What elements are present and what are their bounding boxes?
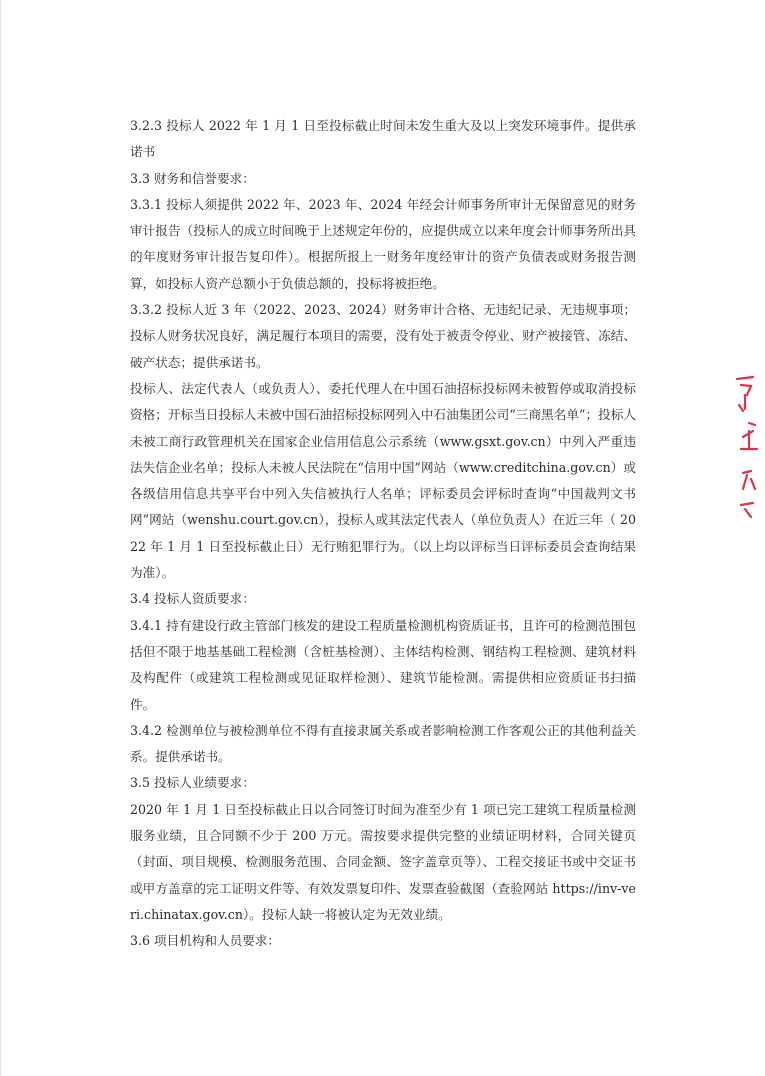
paragraph-3-4-2: 3.4.2 检测单位与被检测单位不得有直接隶属关系或者影响检测工作客观公正的其他利益关系。提供承诺书。 <box>130 722 636 765</box>
heading-3-6: 3.6 项目机构和人员要求： <box>130 933 280 949</box>
document-body <box>130 113 636 955</box>
paragraph-3-3-1: 3.3.1 投标人须提供 2022 年、2023 年、2024 年经会计师事务所审计无保留意见的财务审计报告（投标人的成立时间晚于上述规定年份的，应提供成立以来年度会计师事务所出具的年度财务审计报告复印件）。根据所报上一财务年度经审计的资产负债表或财务报告测算，如投标人资产总额小于负债总额的，投标将被拒绝。 <box>130 196 636 291</box>
seal-stamp-fragment <box>729 365 759 525</box>
paragraph-performance: 2020 年 1 月 1 日至投标截止日以合同签订时间为准至少有 1 项已完工建筑工程质量检测服务业绩，且合同额不少于 200 万元。需按要求提供完整的业绩证明材料，合同关键页（封面、项目规模、检测服务范围、合同金额、签字盖章页等）、工程交接证书或中交证书或甲方盖章的完工证明文件等、有效发票复印件、发票查验截图（查验网站 https://inv-veri.chinatax.gov.cn）。投标人缺一将被认定为无效业绩。 <box>130 801 636 922</box>
heading-3-4: 3.4 投标人资质要求： <box>130 591 255 607</box>
paragraph-3-4-1: 3.4.1 持有建设行政主管部门核发的建设工程质量检测机构资质证书，且许可的检测范围包括但不限于地基基础工程检测（含桩基检测）、主体结构检测、钢结构工程检测、建筑材料及构配件（或建筑工程检测或见证取样检测）、建筑节能检测。需提供相应资质证书扫描件。 <box>130 617 636 712</box>
heading-3-5: 3.5 投标人业绩要求： <box>130 775 255 791</box>
paragraph-credit-requirements: 投标人、法定代表人（或负责人）、委托代理人在中国石油招标投标网未被暂停或取消投标资格；开标当日投标人未被中国石油招标投标网列入中石油集团公司“三商黑名单”；投标人未被工商行政管理机关在国家企业信用信息公示系统（www.gsxt.gov.cn）中列入严重违法失信企业名单；投标人未被人民法院在“信用中国”网站（www.creditchina.gov.cn）或各级信用信息共享平台中列入失信被执行人名单；评标委员会评标时查询“中国裁判文书网”网站（wenshu.court.gov.cn），投标人或其法定代表人（单位负责人）在近三年（ 2022 年 1 月 1 日至投标截止日）无行贿犯罪行为。（以上均以评标当日评标委员会查询结果为准）。 <box>130 380 636 581</box>
paragraph-3-3-2: 3.3.2 投标人近 3 年（2022、2023、2024）财务审计合格、无违纪记录、无违规事项；投标人财务状况良好，满足履行本项目的需要，没有处于被责令停业、财产被接管、冻结、破产状态；提供承诺书。 <box>130 302 636 370</box>
heading-3-3: 3.3 财务和信誉要求： <box>130 170 255 186</box>
paragraph-3-2-3: 3.2.3 投标人 2022 年 1 月 1 日至投标截止时间未发生重大及以上突发环境事件。提供承诺书 <box>130 118 636 160</box>
